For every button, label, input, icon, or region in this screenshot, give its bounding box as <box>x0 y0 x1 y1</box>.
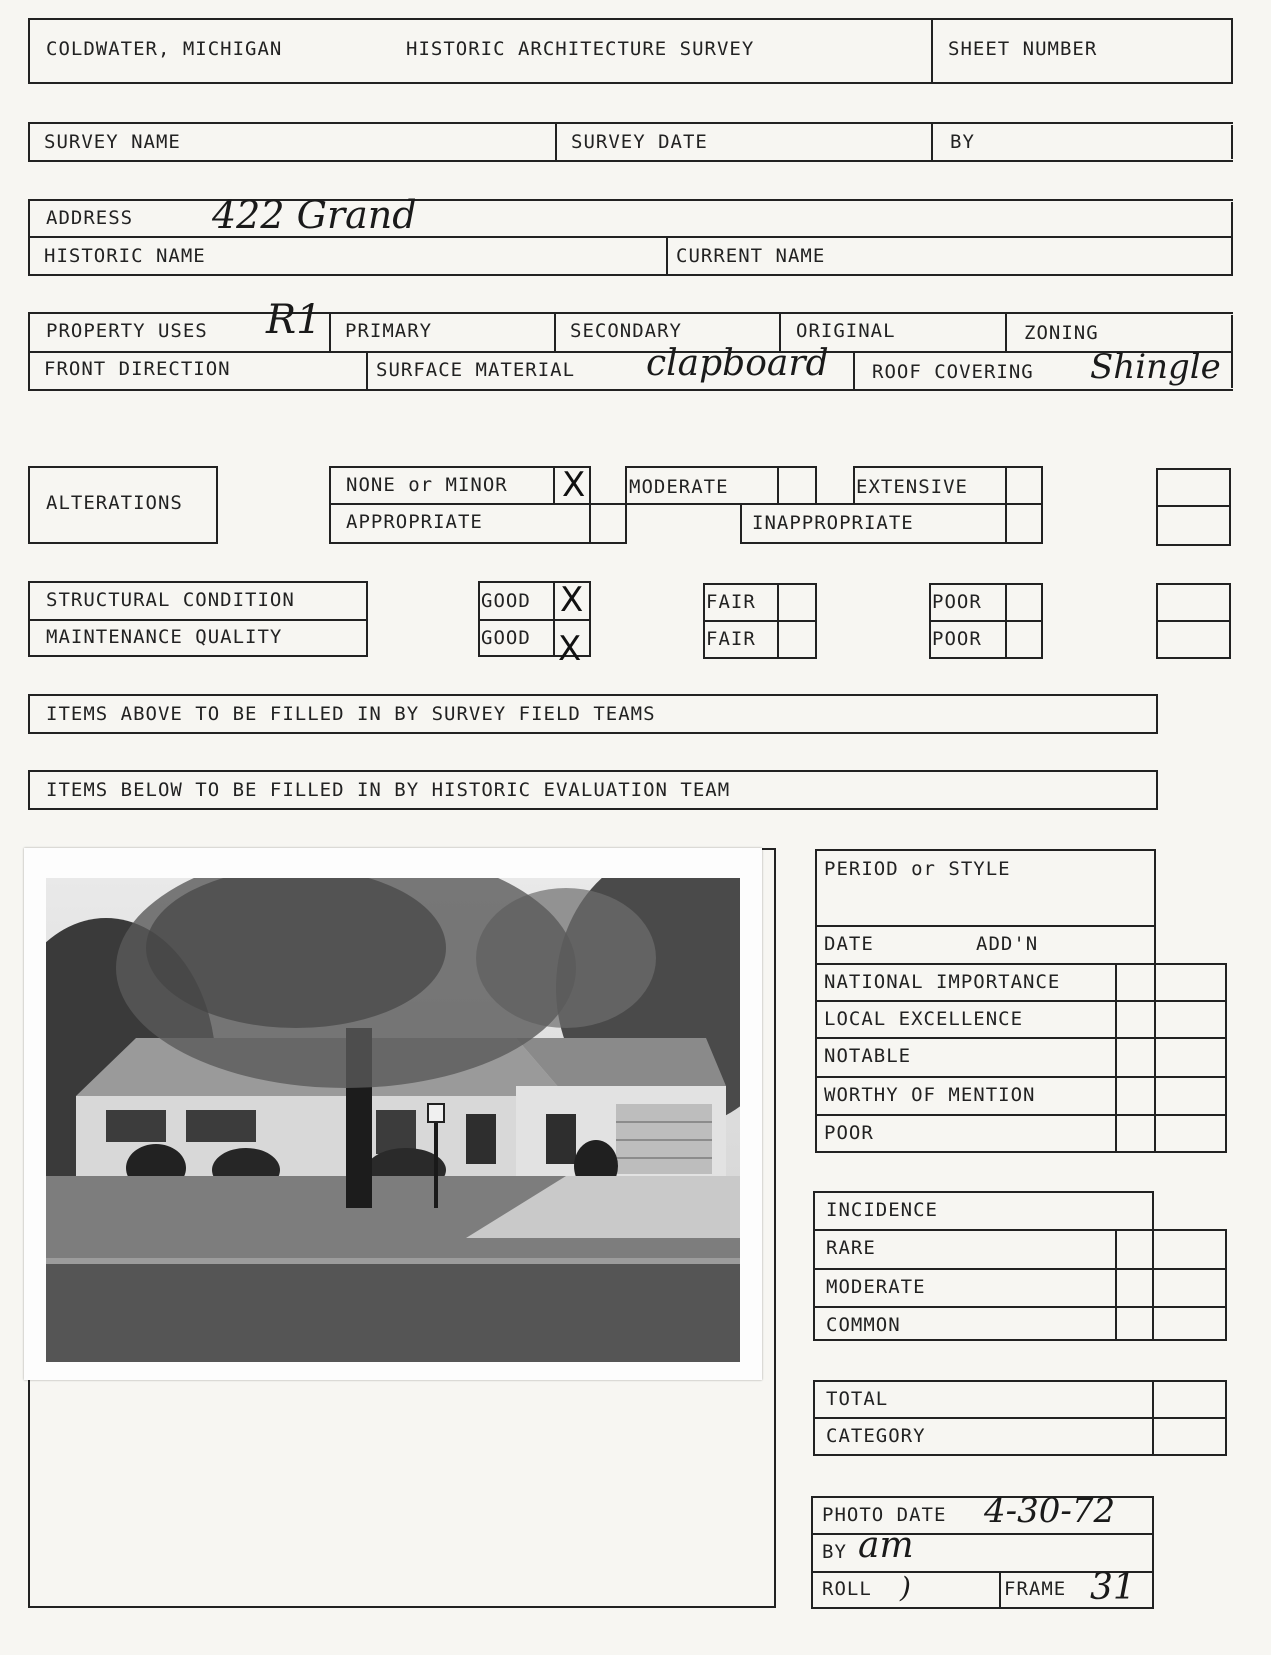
date-label: DATE <box>824 933 874 955</box>
eval-split-6 <box>1154 1151 1227 1153</box>
good-label-structural: GOOD <box>481 590 531 612</box>
inappropriate-label: INAPPROPRIATE <box>752 512 914 534</box>
category-label: CATEGORY <box>826 1425 926 1447</box>
eval-row-worthy: WORTHY OF MENTION <box>824 1084 1036 1106</box>
extensive-label: EXTENSIVE <box>856 476 968 498</box>
roll-frame-divider <box>999 1571 1001 1609</box>
total-label: TOTAL <box>826 1388 889 1410</box>
appropriate-label: APPROPRIATE <box>346 511 483 533</box>
incidence-row-common: COMMON <box>826 1314 901 1336</box>
eval-split-5 <box>815 1114 1227 1116</box>
incidence-row-moderate: MODERATE <box>826 1276 926 1298</box>
condition-split <box>28 619 368 621</box>
house-photo <box>46 878 740 1362</box>
below-note-end <box>1156 772 1158 808</box>
eval-split-3 <box>815 1037 1227 1039</box>
eval-split-2 <box>815 1000 1227 1002</box>
property-uses-value: R1 <box>266 297 322 343</box>
property-divider-5 <box>366 351 368 391</box>
alterations-label: ALTERATIONS <box>46 492 183 514</box>
address-label: ADDRESS <box>46 207 134 229</box>
none-minor-cell-line <box>553 466 555 503</box>
photo-by-label: BY <box>822 1541 847 1563</box>
frame-label: FRAME <box>1004 1578 1067 1600</box>
poor-cell-line <box>1005 583 1007 659</box>
roll-label: ROLL <box>822 1578 872 1600</box>
surface-material-label: SURFACE MATERIAL <box>376 359 576 381</box>
incidence-label: INCIDENCE <box>826 1199 938 1221</box>
incidence-score-col-2 <box>1225 1229 1227 1341</box>
incidence-split-2 <box>813 1268 1227 1270</box>
good-cell-line <box>553 581 555 657</box>
photo-mount <box>24 848 762 1380</box>
address-end-line <box>1231 202 1233 274</box>
photo-by-value: am <box>858 1525 914 1566</box>
survey-date-label: SURVEY DATE <box>571 131 708 153</box>
surface-material-value: clapboard <box>646 343 829 384</box>
original-label: ORIGINAL <box>796 320 896 342</box>
above-note: ITEMS ABOVE TO BE FILLED IN BY SURVEY FIELD TEAMS <box>46 703 656 725</box>
poor-label-maintenance: POOR <box>932 628 982 650</box>
period-style-label: PERIOD or STYLE <box>824 858 1011 880</box>
eval-split-4 <box>815 1076 1227 1078</box>
incidence-split-1 <box>813 1229 1227 1231</box>
house-photo-graphic <box>46 878 740 1362</box>
appropriate-bottom-ext <box>589 542 627 544</box>
current-name-label: CURRENT NAME <box>676 245 826 267</box>
survey-end-line <box>1231 125 1233 159</box>
fair-label-maintenance: FAIR <box>706 628 756 650</box>
form-title: HISTORIC ARCHITECTURE SURVEY <box>406 38 755 60</box>
totals-split <box>813 1417 1227 1419</box>
roof-covering-value: Shingle <box>1090 347 1221 387</box>
survey-divider-1 <box>555 122 557 162</box>
survey-divider-2 <box>931 122 933 162</box>
eval-row-national: NATIONAL IMPORTANCE <box>824 971 1061 993</box>
property-divider-4 <box>1005 312 1007 351</box>
incidence-split-4 <box>1152 1339 1227 1341</box>
frame-value: 31 <box>1090 1567 1136 1608</box>
above-note-end <box>1156 696 1158 732</box>
eval-row-poor: POOR <box>824 1122 874 1144</box>
header-divider <box>931 18 933 84</box>
moderate-cell-line <box>777 466 779 505</box>
appropriate-end-line <box>625 503 627 544</box>
incidence-split-3 <box>813 1306 1227 1308</box>
eval-score-col-2 <box>1225 963 1227 1153</box>
incidence-score-col-1 <box>1115 1229 1117 1341</box>
maintenance-quality-label: MAINTENANCE QUALITY <box>46 626 283 648</box>
good-label-maintenance: GOOD <box>481 627 531 649</box>
property-uses-label: PROPERTY USES <box>46 320 208 342</box>
totals-score-col <box>1152 1380 1154 1456</box>
primary-label: PRIMARY <box>345 320 433 342</box>
maintenance-good-check: X <box>558 629 582 669</box>
eval-row-notable: NOTABLE <box>824 1045 912 1067</box>
survey-by-label: BY <box>950 131 975 153</box>
fair-split <box>703 620 817 622</box>
survey-name-label: SURVEY NAME <box>44 131 181 153</box>
roof-covering-label: ROOF COVERING <box>872 361 1034 383</box>
photo-date-value: 4-30-72 <box>984 1491 1116 1531</box>
front-direction-label: FRONT DIRECTION <box>44 358 231 380</box>
eval-split-0 <box>815 925 1156 927</box>
property-split <box>28 351 1231 353</box>
structural-condition-label: STRUCTURAL CONDITION <box>46 589 295 611</box>
alterations-score-split <box>1156 505 1231 507</box>
below-note: ITEMS BELOW TO BE FILLED IN BY HISTORIC EVALUATION TEAM <box>46 779 731 801</box>
property-end-line <box>1231 315 1233 388</box>
none-minor-label: NONE or MINOR <box>346 474 508 496</box>
condition-score-split <box>1156 620 1231 622</box>
historic-name-label: HISTORIC NAME <box>44 245 206 267</box>
sheet-number-label: SHEET NUMBER <box>948 38 1098 60</box>
address-value: 422 Grand <box>212 193 417 237</box>
poor-label-structural: POOR <box>932 591 982 613</box>
property-divider-6 <box>853 351 855 391</box>
zoning-label: ZONING <box>1024 322 1099 344</box>
alterations-score-box <box>1156 468 1231 546</box>
fair-cell-line <box>777 583 779 659</box>
photo-date-label: PHOTO DATE <box>822 1504 947 1526</box>
eval-score-col-1 <box>1115 963 1117 1151</box>
location-label: COLDWATER, MICHIGAN <box>46 38 283 60</box>
name-divider <box>666 236 668 276</box>
moderate-label: MODERATE <box>629 476 729 498</box>
roll-value: ) <box>900 1571 911 1604</box>
fair-label-structural: FAIR <box>706 591 756 613</box>
secondary-label: SECONDARY <box>570 320 682 342</box>
poor-split <box>929 620 1043 622</box>
none-minor-check: X <box>562 465 586 505</box>
structural-good-check: X <box>560 580 584 620</box>
eval-split-1 <box>815 963 1227 965</box>
property-divider-2 <box>554 312 556 351</box>
property-divider-1 <box>329 312 331 351</box>
addn-label: ADD'N <box>976 933 1039 955</box>
incidence-row-rare: RARE <box>826 1237 876 1259</box>
address-split <box>28 236 1231 238</box>
eval-row-local: LOCAL EXCELLENCE <box>824 1008 1024 1030</box>
